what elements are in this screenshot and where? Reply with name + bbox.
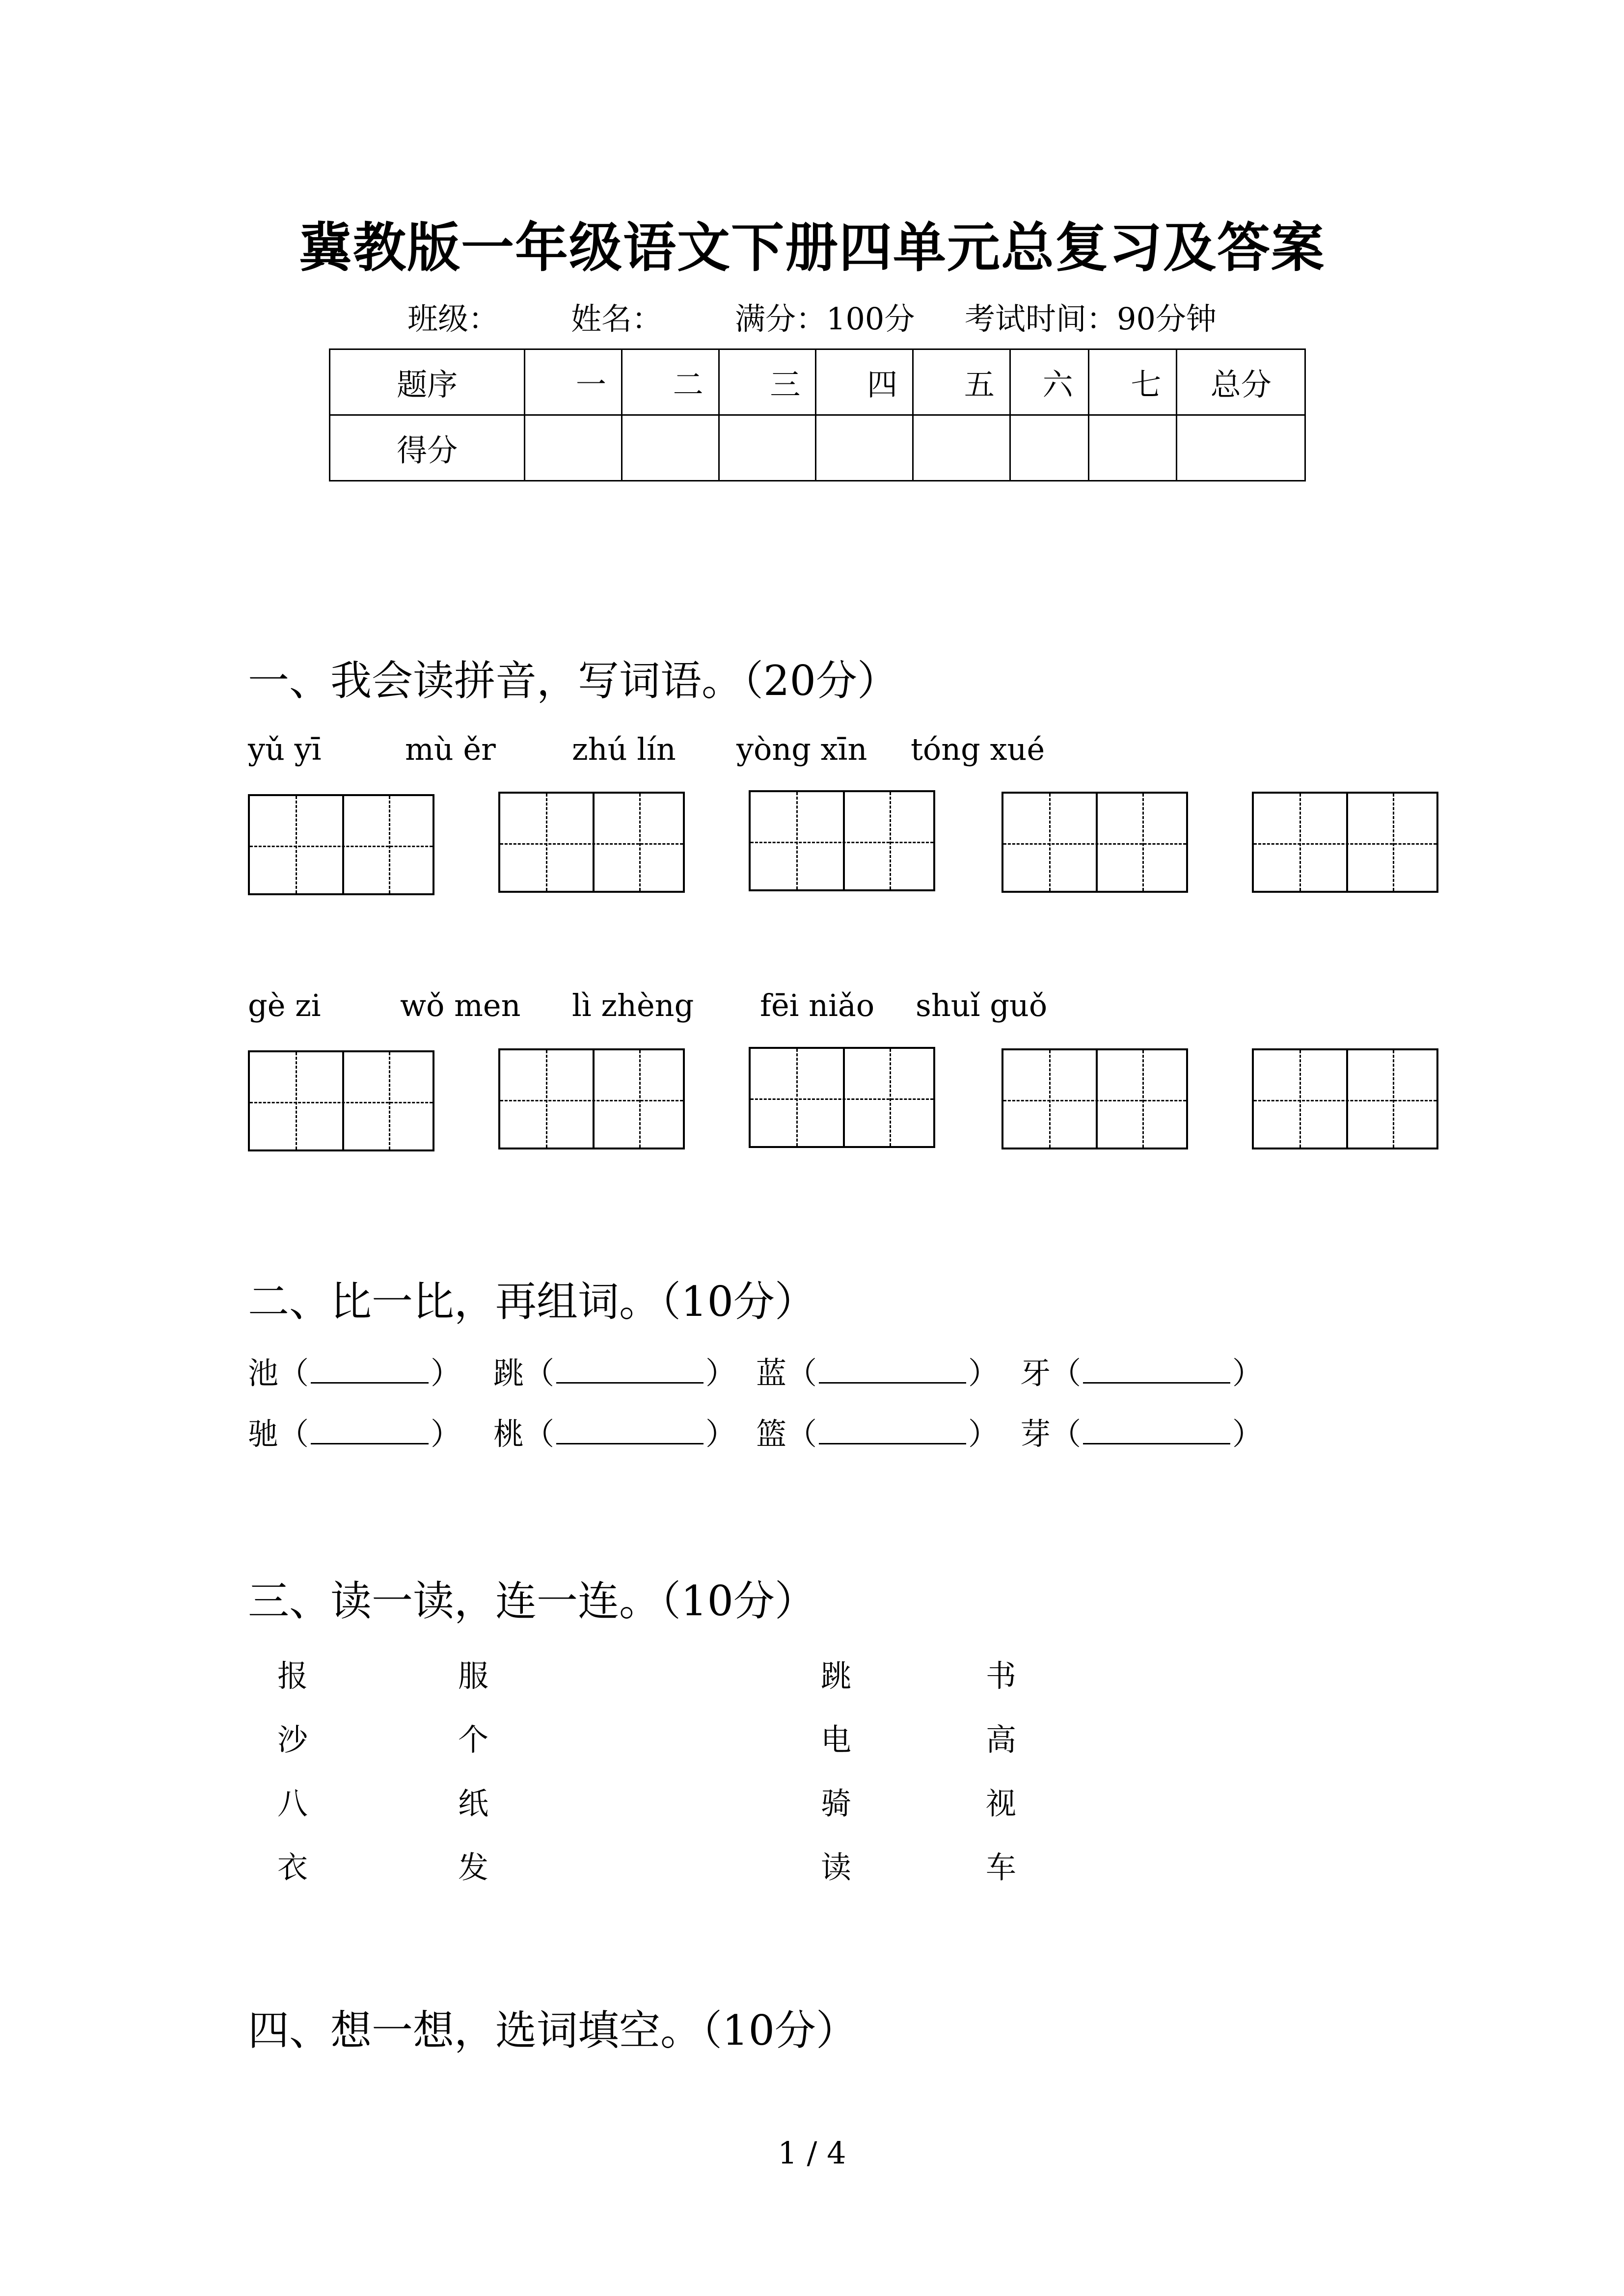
section-2-title: 二、比一比，再组词。（10分）: [248, 1278, 816, 1326]
exam-time-label: 考试时间：90分钟: [965, 301, 1217, 337]
match-item[interactable]: 报: [277, 1658, 308, 1694]
match-item[interactable]: 服: [458, 1658, 489, 1694]
writing-grid[interactable]: [1252, 1048, 1438, 1149]
compare-item: 篮（ ）: [756, 1416, 999, 1452]
match-item[interactable]: 沙: [277, 1722, 308, 1758]
pinyin-label: yǔ yī: [248, 731, 322, 767]
compare-item: 驰（ ）: [248, 1416, 461, 1452]
match-item[interactable]: 电: [821, 1722, 852, 1758]
pinyin-label: wǒ men: [400, 988, 521, 1023]
section-3-title: 三、读一读，连一连。（10分）: [248, 1577, 816, 1625]
answer-blank[interactable]: [1083, 1358, 1230, 1384]
match-item[interactable]: 读: [821, 1849, 852, 1885]
pinyin-label: fēi niǎo: [760, 988, 875, 1023]
character: 蓝: [756, 1355, 787, 1391]
pinyin-label: zhú lín: [572, 731, 676, 767]
match-item[interactable]: 个: [458, 1722, 489, 1758]
score-cell[interactable]: [1010, 415, 1088, 481]
page-title: 冀教版一年级语文下册四单元总复习及答案: [298, 217, 1325, 279]
table-cell: 五: [913, 349, 1010, 415]
character: 芽: [1020, 1416, 1051, 1452]
table-cell: 总分: [1177, 349, 1305, 415]
pinyin-label: tóng xué: [911, 731, 1045, 767]
compare-item: 桃（ ）: [493, 1416, 736, 1452]
writing-grid[interactable]: [749, 1047, 935, 1148]
match-item[interactable]: 车: [986, 1849, 1017, 1885]
table-cell: 七: [1088, 349, 1177, 415]
pinyin-label: yòng xīn: [736, 731, 867, 767]
match-item[interactable]: 视: [986, 1786, 1017, 1821]
compare-item: 牙（ ）: [1020, 1355, 1263, 1391]
score-cell[interactable]: [1177, 415, 1305, 481]
class-field-label: 班级：: [407, 301, 499, 337]
writing-grid[interactable]: [1001, 1048, 1188, 1149]
match-item[interactable]: 纸: [458, 1786, 489, 1821]
answer-blank[interactable]: [556, 1358, 704, 1384]
match-item[interactable]: 书: [986, 1658, 1017, 1694]
answer-blank[interactable]: [556, 1418, 704, 1444]
answer-blank[interactable]: [311, 1358, 429, 1384]
writing-grid[interactable]: [1001, 792, 1188, 893]
writing-grid[interactable]: [248, 794, 434, 895]
character: 篮: [756, 1416, 787, 1452]
compare-item: 跳（ ）: [493, 1355, 736, 1391]
table-cell: 三: [719, 349, 816, 415]
writing-grid[interactable]: [498, 1048, 685, 1149]
score-cell[interactable]: [525, 415, 622, 481]
answer-blank[interactable]: [819, 1358, 966, 1384]
section-4-title: 四、想一想，选词填空。（10分）: [248, 2006, 857, 2055]
writing-grid[interactable]: [498, 792, 685, 893]
score-cell[interactable]: [913, 415, 1010, 481]
full-score-label: 满分：100分: [735, 301, 915, 337]
table-cell: 四: [816, 349, 913, 415]
match-item[interactable]: 衣: [277, 1849, 308, 1885]
character: 池: [248, 1355, 279, 1391]
answer-blank[interactable]: [819, 1418, 966, 1444]
score-table-score-row: [330, 415, 1305, 481]
character: 牙: [1020, 1355, 1051, 1391]
answer-blank[interactable]: [311, 1418, 429, 1444]
match-item[interactable]: 发: [458, 1849, 489, 1885]
character: 桃: [493, 1416, 524, 1452]
compare-item: 池（ ）: [248, 1355, 461, 1391]
pinyin-label: gè zi: [248, 988, 321, 1023]
pinyin-label: mù ěr: [405, 731, 496, 767]
score-table-header-row: [330, 349, 1305, 415]
writing-grid[interactable]: [1252, 792, 1438, 893]
score-cell[interactable]: [622, 415, 719, 481]
character: 跳: [493, 1355, 524, 1391]
pinyin-label: shuǐ guǒ: [916, 988, 1048, 1023]
writing-grid[interactable]: [248, 1050, 434, 1151]
table-cell: 六: [1010, 349, 1088, 415]
score-cell[interactable]: [816, 415, 913, 481]
pinyin-label: lì zhèng: [572, 988, 694, 1023]
compare-item: 芽（ ）: [1020, 1416, 1263, 1452]
answer-blank[interactable]: [1083, 1418, 1230, 1444]
name-field-label: 姓名：: [571, 301, 663, 337]
table-cell: 题序: [330, 349, 525, 415]
match-item[interactable]: 骑: [821, 1786, 852, 1821]
table-cell: 得分: [330, 415, 525, 481]
table-cell: 一: [525, 349, 622, 415]
page-number: 1 / 4: [778, 2135, 846, 2171]
compare-item: 蓝（ ）: [756, 1355, 999, 1391]
writing-grid[interactable]: [749, 790, 935, 891]
character: 驰: [248, 1416, 279, 1452]
table-cell: 二: [622, 349, 719, 415]
score-cell[interactable]: [1088, 415, 1177, 481]
match-item[interactable]: 跳: [821, 1658, 852, 1694]
score-table: [329, 348, 1306, 481]
section-1-title: 一、我会读拼音，写词语。（20分）: [248, 657, 898, 705]
score-cell[interactable]: [719, 415, 816, 481]
match-item[interactable]: 八: [277, 1786, 308, 1821]
match-item[interactable]: 高: [986, 1722, 1017, 1758]
